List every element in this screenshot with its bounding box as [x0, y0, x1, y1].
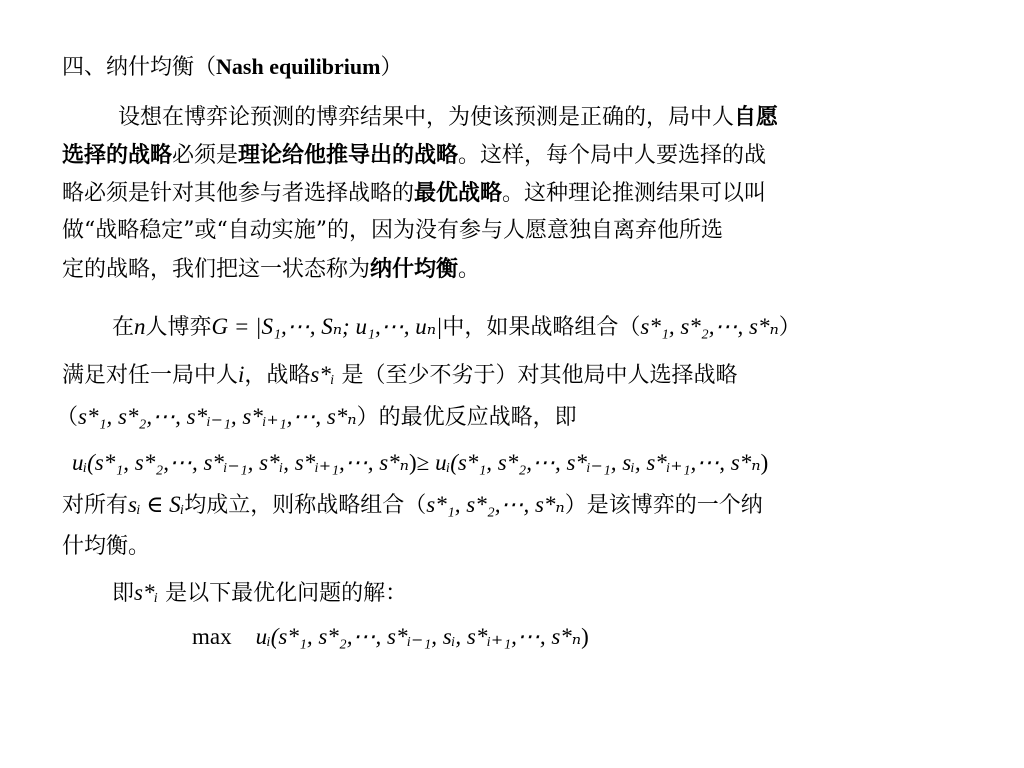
heading-english: Nash equilibrium	[216, 54, 381, 79]
para1-text: 设想在博弈论预测的博弈结果中，为使该预测是正确的，局中人	[118, 105, 735, 130]
para3-line	[112, 578, 407, 609]
strategy-si-math: s*ᵢ	[134, 580, 159, 605]
close-paren: )	[760, 450, 769, 475]
para2-text: 满足对任一局中人	[62, 363, 239, 388]
para1-line3	[62, 178, 766, 209]
para2-text: 中，如果战略组合（	[442, 315, 641, 340]
para2-text: 均成立，则称战略组合（	[184, 493, 427, 518]
para1-line1	[118, 102, 778, 133]
para1-text: 做“战略稳定”或“自动实施”的，因为没有参与人愿意独自离弃他所选	[62, 218, 723, 243]
para2-line4-inequality	[72, 448, 768, 479]
para2-text: 人博弈	[145, 315, 212, 340]
para1-line5	[62, 254, 480, 285]
para2-text: ）的最优反应战略，即	[356, 405, 577, 430]
inequality-sign: )≥	[409, 450, 436, 475]
math-i: i	[238, 362, 245, 387]
para2-line3	[56, 402, 577, 433]
para2-text: 在	[112, 315, 135, 340]
section-heading	[62, 52, 402, 83]
para1-text: 必须是	[172, 143, 239, 168]
game-definition-math: G = |S₁,⋯, Sₙ; u₁,⋯, uₙ|	[211, 314, 443, 339]
para1-bold: 纳什均衡	[370, 256, 459, 282]
para2-text: ）	[778, 315, 801, 340]
payoff-left-math: uᵢ(s*₁, s*₂,⋯, s*ᵢ₋₁, s*ᵢ, s*ᵢ₊₁,⋯, s*ₙ	[72, 450, 410, 475]
para1-text: 。	[458, 257, 481, 282]
heading-prefix: 四、纳什均衡（	[62, 55, 217, 80]
para2-text: ，战略	[244, 363, 311, 388]
payoff-right-math: uᵢ(s*₁, s*₂,⋯, s*ᵢ₋₁, sᵢ, s*ᵢ₊₁,⋯, s*ₙ	[435, 450, 761, 475]
para1-bold: 最优战略	[414, 180, 503, 206]
others-strategy-math: s*₁, s*₂,⋯, s*ᵢ₋₁, s*ᵢ₊₁,⋯, s*ₙ	[78, 404, 357, 429]
para1-text: 。这样，每个局中人要选择的战	[458, 143, 767, 168]
para2-line5	[62, 490, 763, 521]
para2-text: （	[56, 405, 79, 430]
strategy-profile-math: s*₁, s*₂,⋯, s*ₙ	[640, 314, 779, 339]
math-n: n	[134, 314, 146, 339]
para2-text: ）是该博弈的一个纳	[564, 493, 763, 518]
optimization-formula	[192, 622, 589, 653]
heading-suffix: ）	[380, 55, 403, 80]
membership-math: sᵢ ∈ Sᵢ	[128, 492, 185, 517]
para1-line2	[62, 140, 766, 171]
para2-line6	[62, 532, 150, 562]
para1-bold: 选择的战略	[62, 142, 173, 168]
strategy-si-math: s*ᵢ	[310, 362, 335, 387]
para2-text: 什均衡。	[62, 534, 151, 559]
strategy-profile-math: s*₁, s*₂,⋯, s*ₙ	[426, 492, 565, 517]
para1-bold: 自愿	[734, 104, 779, 130]
para1-line4	[62, 216, 723, 246]
para2-line1	[112, 312, 801, 343]
para1-text: 定的战略，我们把这一状态称为	[62, 257, 371, 282]
para1-text: 。这种理论推测结果可以叫	[502, 181, 767, 206]
close-paren: )	[581, 624, 589, 649]
max-operator: max	[192, 624, 232, 649]
objective-math: uᵢ(s*₁, s*₂,⋯, s*ᵢ₋₁, sᵢ, s*ᵢ₊₁,⋯, s*ₙ	[255, 624, 582, 649]
para3-text: 是以下最优化问题的解：	[158, 581, 408, 606]
para3-text: 即	[112, 581, 135, 606]
para2-text: 是（至少不劣于）对其他局中人选择战略	[334, 363, 738, 388]
para2-line2	[62, 360, 738, 391]
para1-text: 略必须是针对其他参与者选择战略的	[62, 181, 415, 206]
para2-text: 对所有	[62, 493, 129, 518]
para1-bold: 理论给他推导出的战略	[238, 142, 459, 168]
